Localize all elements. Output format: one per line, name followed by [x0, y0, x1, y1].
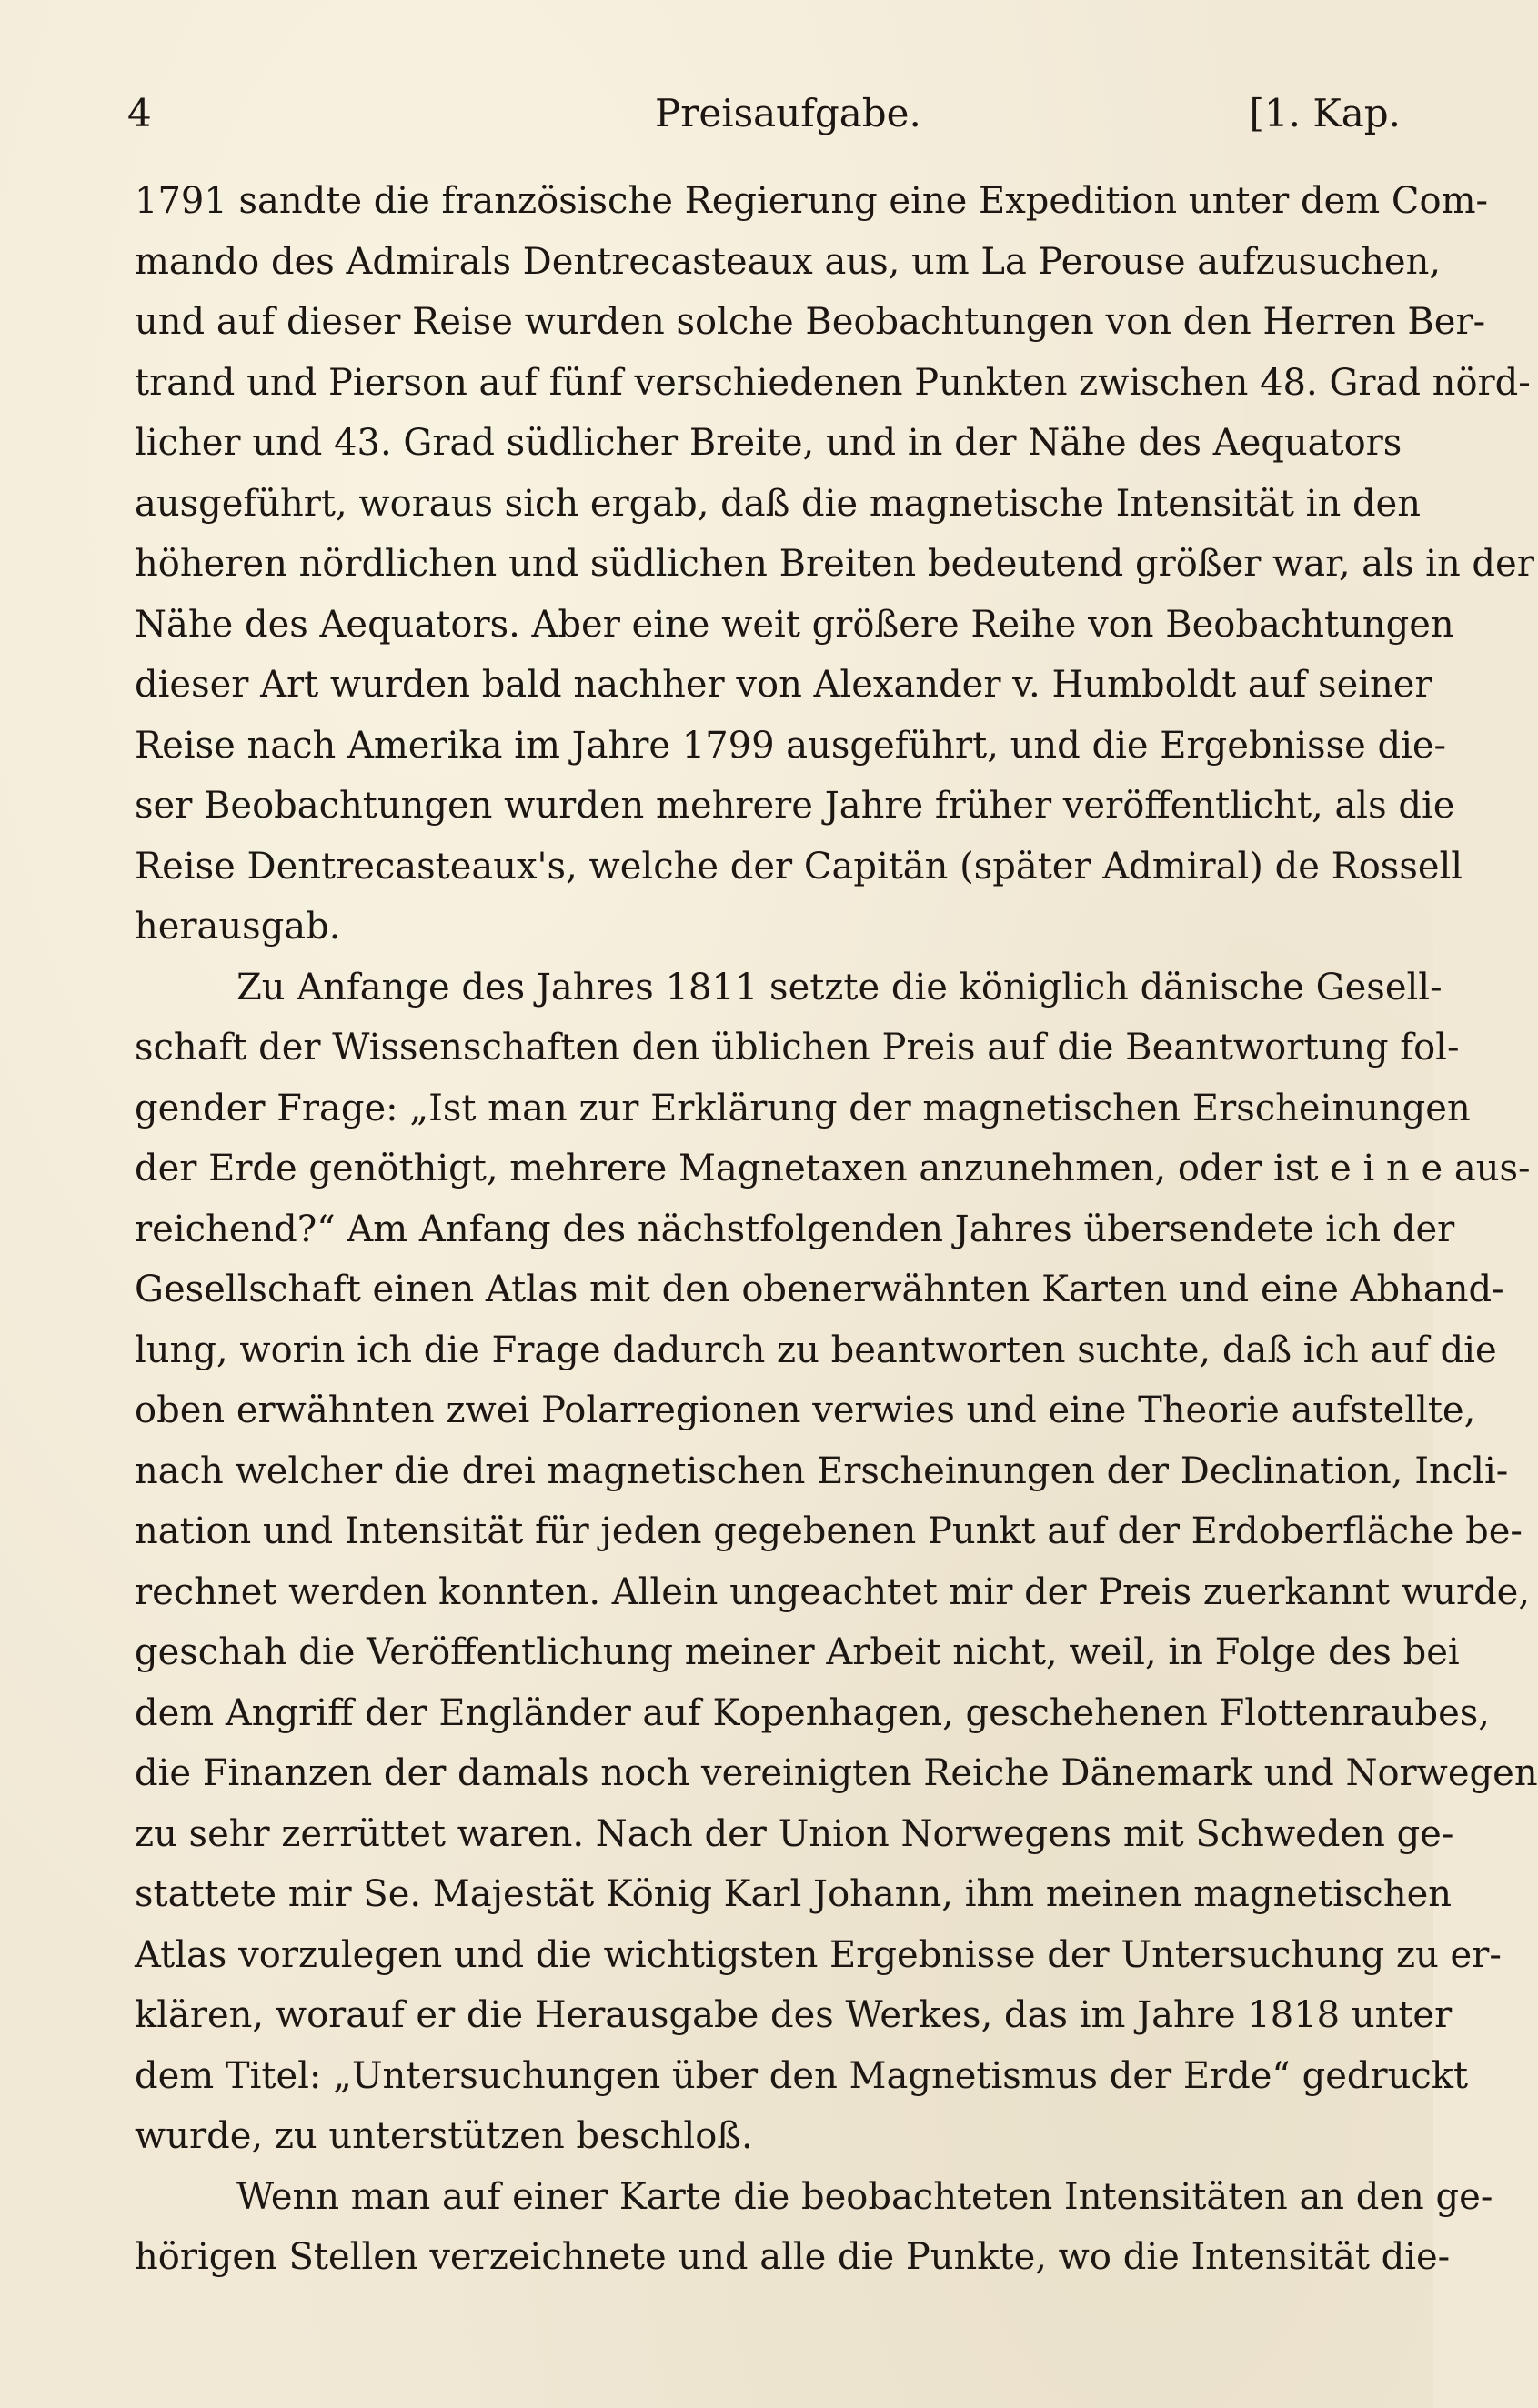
text-line: mando des Admirals Dentrecasteaux aus, um La Perouse aufzusuchen, — [135, 240, 1442, 283]
text-line: reichend?“ Am Anfang des nächstfolgenden Jahres übersendete ich der — [135, 1208, 1455, 1250]
text-line: gender Frage: „Ist man zur Erklärung der magnetischen Erscheinungen — [135, 1087, 1471, 1129]
running-head — [127, 91, 1401, 155]
running-title: Preisaufgabe. — [655, 91, 921, 135]
text-line: nach welcher die drei magnetischen Erscheinungen der Declination, Incli- — [135, 1450, 1509, 1492]
text-line: lung, worin ich die Frage dadurch zu beantworten suchte, daß ich auf die — [135, 1329, 1497, 1371]
text-line: trand und Pierson auf fünf verschiedenen Punkten zwischen 48. Grad nörd- — [135, 361, 1531, 404]
chapter-marker: [1. Kap. — [1249, 91, 1401, 135]
text-line: Nähe des Aequators. Aber eine weit größere Reihe von Beobachtungen — [135, 603, 1454, 646]
text-line: nation und Intensität für jeden gegebenen Punkt auf der Erdoberfläche be- — [135, 1510, 1523, 1552]
text-line: höheren nördlichen und südlichen Breiten bedeutend größer war, als in der — [135, 543, 1534, 585]
text-line: ser Beobachtungen wurden mehrere Jahre früher veröffentlicht, als die — [135, 785, 1455, 827]
text-line: zu sehr zerrüttet waren. Nach der Union Norwegens mit Schweden ge- — [135, 1812, 1454, 1855]
text-line: dem Titel: „Untersuchungen über den Magnetismus der Erde“ gedruckt — [135, 2054, 1469, 2097]
text-line: Atlas vorzulegen und die wichtigsten Ergebnisse der Untersuchung zu er- — [135, 1933, 1502, 1976]
text-line: der Erde genöthigt, mehrere Magnetaxen anzunehmen, oder ist e i n e aus- — [135, 1148, 1531, 1189]
text-line: schaft der Wissenschaften den üblichen Preis auf die Beantwortung fol- — [135, 1027, 1460, 1069]
text-line: geschah die Veröffentlichung meiner Arbeit nicht, weil, in Folge des bei — [135, 1631, 1460, 1673]
text-line: licher und 43. Grad südlicher Breite, und in der Nähe des Aequators — [135, 422, 1402, 464]
paragraph — [135, 958, 1538, 2167]
paragraph — [135, 171, 1534, 958]
page-number: 4 — [127, 91, 152, 135]
text-line: und auf dieser Reise wurden solche Beobachtungen von den Herren Ber- — [135, 301, 1486, 343]
text-line: dieser Art wurden bald nachher von Alexander v. Humboldt auf seiner — [135, 664, 1432, 706]
paragraph — [135, 2167, 1493, 2288]
text-line: oben erwähnten zwei Polarregionen verwies und eine Theorie aufstellte, — [135, 1390, 1476, 1431]
text-line: rechnet werden konnten. Allein ungeachtet mir der Preis zuerkannt wurde, — [135, 1570, 1531, 1613]
text-line: Gesellschaft einen Atlas mit den obenerwähnten Karten und eine Abhand- — [135, 1269, 1504, 1310]
text-line: wurde, zu unterstützen beschloß. — [135, 2115, 753, 2157]
text-line: dem Angriff der Engländer auf Kopenhagen, geschehenen Flottenraubes, — [135, 1691, 1490, 1734]
text-line: Zu Anfange des Jahres 1811 setzte die königlich dänische Gesell- — [236, 966, 1443, 1008]
text-line: stattete mir Se. Majestät König Karl Johann, ihm meinen magnetischen — [135, 1873, 1453, 1915]
text-line: herausgab. — [135, 906, 341, 948]
text-line: Reise nach Amerika im Jahre 1799 ausgeführt, und die Ergebnisse die- — [135, 724, 1447, 767]
text-line: die Finanzen der damals noch vereinigten Reiche Dänemark und Norwegen — [135, 1752, 1538, 1794]
text-line: 1791 sandte die französische Regierung eine Expedition unter dem Com- — [135, 180, 1489, 222]
body-text — [135, 171, 1538, 2288]
text-line: klären, worauf er die Herausgabe des Werkes, das im Jahre 1818 unter — [135, 1994, 1453, 2036]
text-line: hörigen Stellen verzeichnete und alle die Punkte, wo die Intensität die- — [135, 2236, 1451, 2278]
text-line: Wenn man auf einer Karte die beobachteten Intensitäten an den ge- — [236, 2175, 1493, 2218]
text-line: Reise Dentrecasteaux's, welche der Capitän (später Admiral) de Rossell — [135, 845, 1463, 888]
text-line: ausgeführt, woraus sich ergab, daß die magnetische Intensität in den — [135, 482, 1421, 525]
